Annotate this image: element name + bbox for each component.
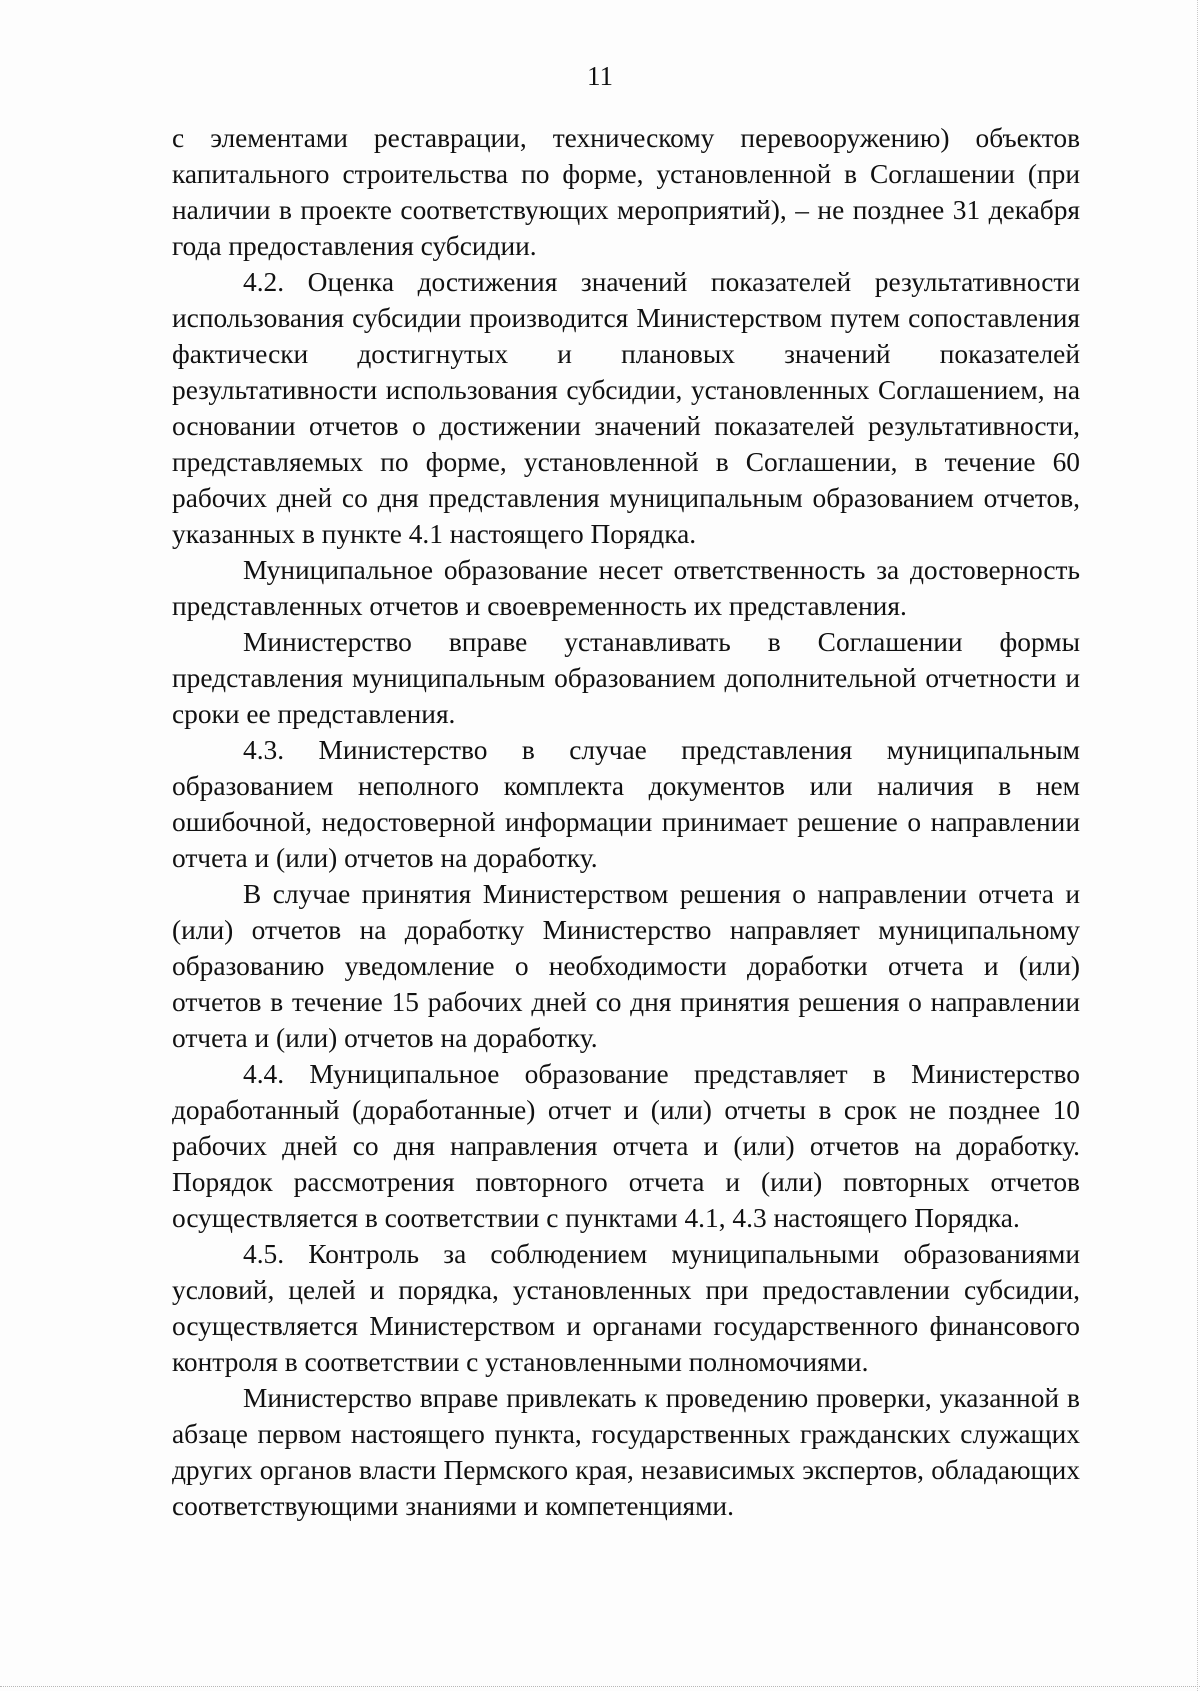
paragraph-additional-reporting: Министерство вправе устанавливать в Соглашении формы представления муниципальным образованием дополнительной отчетности и сроки ее представления. [172, 627, 1080, 729]
paragraph-continuation: с элементами реставрации, техническому перевооружению) объектов капитального строительства по форме, установленной в Соглашении (при наличии в проекте соответствующих мероприятий), – не позднее 31 декабря года предоставления субсидии. [172, 123, 1080, 261]
paragraph-4-2: 4.2. Оценка достижения значений показателей результативности использования субсидии производится Министерством путем сопоставления фактически достигнутых и плановых значений показателей результативности использования субсидии, установленных Соглашением, на основании отчетов о достижении значений показателей результативности, представляемых по форме, установленной в Соглашении, в течение 60 рабочих дней со дня представления муниципальным образованием отчетов, указанных в пункте 4.1 настоящего Порядка. [172, 267, 1080, 549]
paragraph-4-3: 4.3. Министерство в случае представления муниципальным образованием неполного комплекта документов или наличия в нем ошибочной, недостоверной информации принимает решение о направлении отчета и (или) отчетов на доработку. [172, 735, 1080, 873]
page-number: 11 [587, 61, 613, 91]
scan-edge-right [1196, 0, 1198, 1691]
paragraph-responsibility: Муниципальное образование несет ответственность за достоверность представленных отчетов и своевременность их представления. [172, 555, 1080, 621]
paragraph-4-5: 4.5. Контроль за соблюдением муниципальными образованиями условий, целей и порядка, установленных при предоставлении субсидии, осуществляется Министерством и органами государственного финансового контроля в соответствии с установленными полномочиями. [172, 1239, 1080, 1377]
document-body [172, 120, 1080, 1524]
paragraph-4-4: 4.4. Муниципальное образование представляет в Министерство доработанный (доработанные) отчет и (или) отчеты в срок не позднее 10 рабочих дней со дня направления отчета и (или) отчетов на доработку. Порядок рассмотрения повторного отчета и (или) повторных отчетов осуществляется в соответствии с пунктами 4.1, 4.3 настоящего Порядка. [172, 1059, 1080, 1233]
paragraph-experts: Министерство вправе привлекать к проведению проверки, указанной в абзаце первом настоящего пункта, государственных гражданских служащих других органов власти Пермского края, независимых экспертов, обладающих соответствующими знаниями и компетенциями. [172, 1383, 1080, 1521]
scan-edge-bottom [0, 1686, 1200, 1688]
paragraph-revision-notice: В случае принятия Министерством решения о направлении отчета и (или) отчетов на доработку Министерство направляет муниципальному образованию уведомление о необходимости доработки отчета и (или) отчетов в течение 15 рабочих дней со дня принятия решения о направлении отчета и (или) отчетов на доработку. [172, 879, 1080, 1053]
